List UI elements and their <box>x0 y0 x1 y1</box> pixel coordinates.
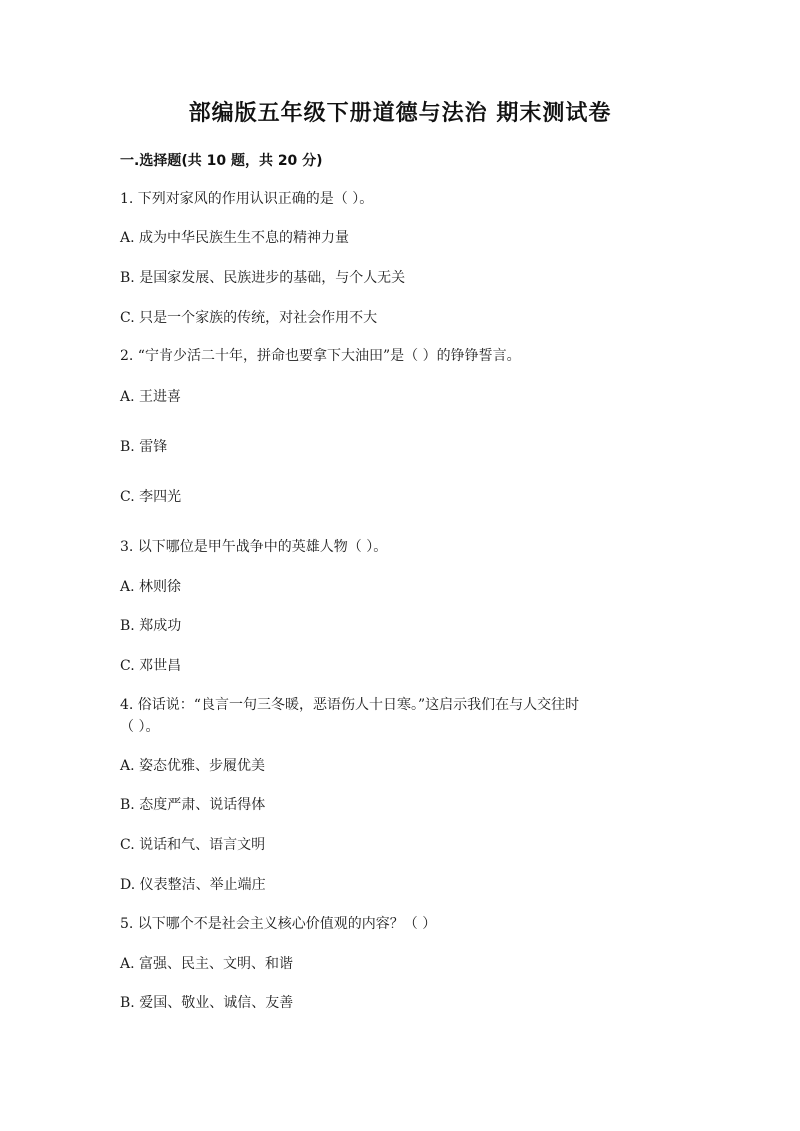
question-3-option-b[interactable]: B. 郑成功 <box>120 618 182 634</box>
question-5-stem: 5. 以下哪个不是社会主义核心价值观的内容？（ ） <box>120 916 437 932</box>
question-4-option-c[interactable]: C. 说话和气、语言文明 <box>120 837 266 853</box>
question-1-option-b[interactable]: B. 是国家发展、民族进步的基础，与个人无关 <box>120 270 406 286</box>
section-heading: 一.选择题(共 10 题，共 20 分) <box>120 153 323 169</box>
question-1-stem: 1. 下列对家风的作用认识正确的是（ ）。 <box>120 191 374 207</box>
question-5-option-a[interactable]: A. 富强、民主、文明、和谐 <box>120 956 294 972</box>
question-1-option-a[interactable]: A. 成为中华民族生生不息的精神力量 <box>120 230 350 246</box>
question-5-option-b[interactable]: B. 爱国、敬业、诚信、友善 <box>120 995 294 1011</box>
question-3-stem: 3. 以下哪位是甲午战争中的英雄人物（ ）。 <box>120 539 388 555</box>
question-2-stem: 2. “宁肯少活二十年，拼命也要拿下大油田”是（ ）的铮铮誓言。 <box>120 348 521 364</box>
question-4-option-d[interactable]: D. 仪表整洁、举止端庄 <box>120 877 266 893</box>
question-3-option-a[interactable]: A. 林则徐 <box>120 579 182 595</box>
page-title: 部编版五年级下册道德与法治 期末测试卷 <box>188 101 612 126</box>
question-4-stem-line-2: （ ）。 <box>120 719 160 735</box>
question-2-option-a[interactable]: A. 王进喜 <box>120 389 182 405</box>
question-1-option-c[interactable]: C. 只是一个家族的传统，对社会作用不大 <box>120 310 378 326</box>
question-4-option-a[interactable]: A. 姿态优雅、步履优美 <box>120 758 266 774</box>
question-2-option-c[interactable]: C. 李四光 <box>120 489 182 505</box>
question-4-stem-line-1: 4. 俗话说：“良言一句三冬暖，恶语伤人十日寒。”这启示我们在与人交往时 <box>120 697 580 713</box>
question-2-option-b[interactable]: B. 雷锋 <box>120 439 168 455</box>
question-4-option-b[interactable]: B. 态度严肃、说话得体 <box>120 797 266 813</box>
question-3-option-c[interactable]: C. 邓世昌 <box>120 658 182 674</box>
